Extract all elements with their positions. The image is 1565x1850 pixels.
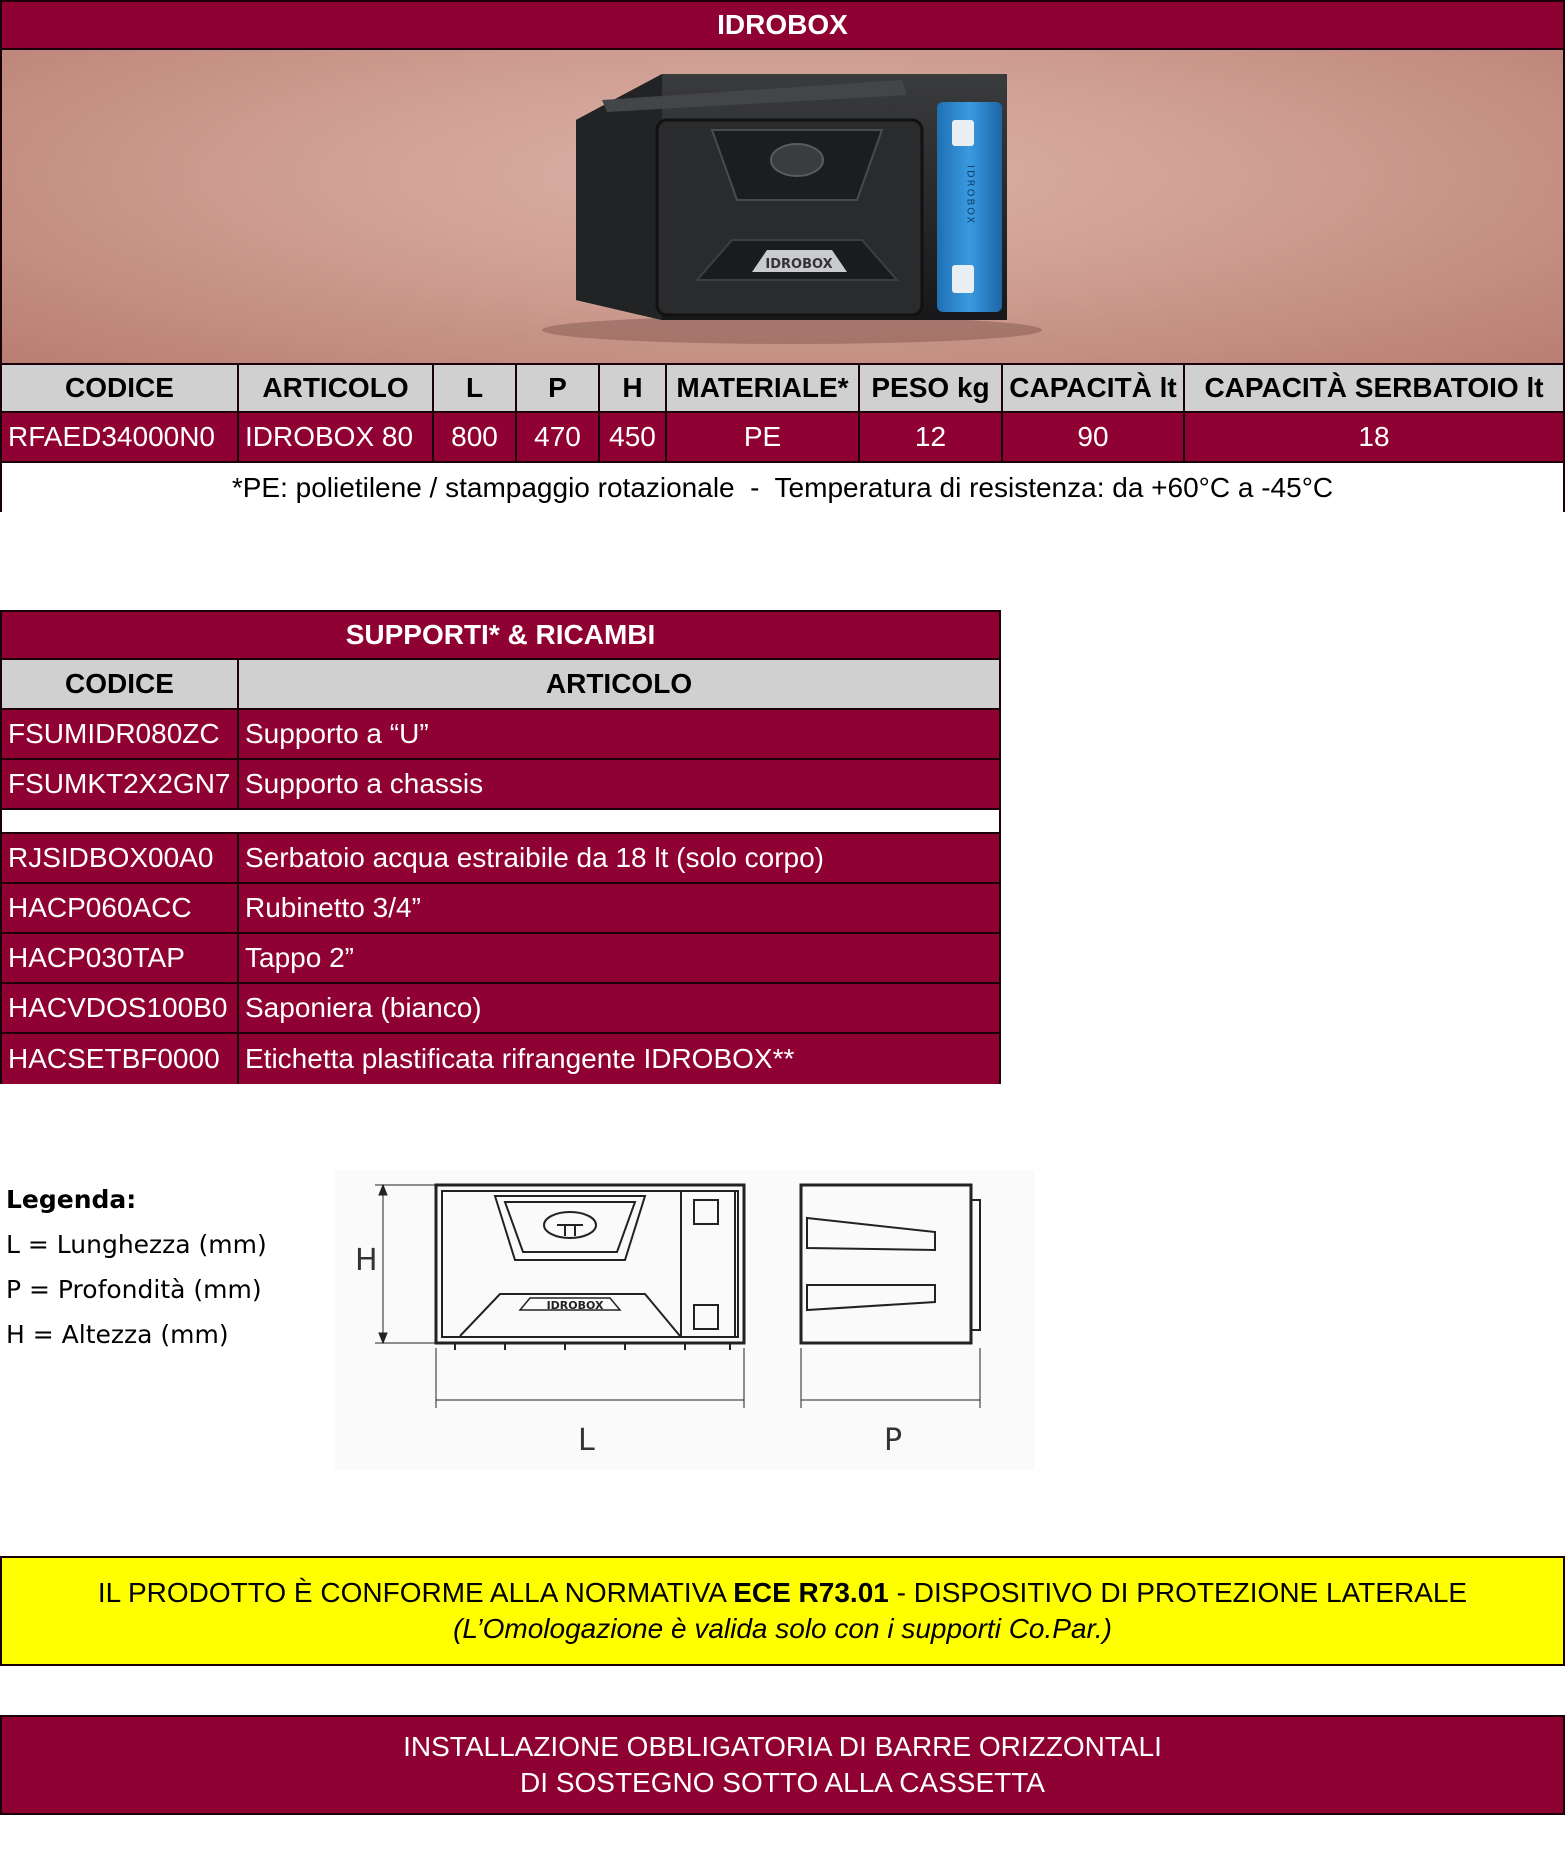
conformity-text-before: IL PRODOTTO È CONFORME ALLA NORMATIVA — [97, 1577, 734, 1608]
install-banner — [0, 1715, 1565, 1815]
product-data-row — [2, 413, 1563, 463]
product-table — [0, 0, 1565, 512]
cell-capacita-serbatoio: 18 — [1358, 421, 1390, 452]
col-articolo: ARTICOLO — [239, 365, 434, 411]
supports-header-row — [2, 660, 999, 710]
supports-codice: HACP060ACC — [2, 884, 239, 932]
supports-codice: FSUMIDR080ZC — [2, 710, 239, 758]
supports-codice: HACVDOS100B0 — [2, 984, 239, 1032]
cell-p: 470 — [517, 413, 600, 461]
cell-codice: RFAED34000N0 — [2, 413, 239, 461]
dimension-p-label: P — [884, 1423, 903, 1458]
supports-articolo: Serbatoio acqua estraibile da 18 lt (solo corpo) — [245, 842, 825, 873]
col-l: L — [434, 365, 517, 411]
col-p: P — [517, 365, 600, 411]
drawing-brand: IDROBOX — [546, 1299, 604, 1312]
supports-articolo: Supporto a “U” — [245, 718, 429, 749]
supports-codice: HACP030TAP — [2, 934, 239, 982]
cell-capacita: 90 — [1003, 413, 1185, 461]
conformity-text-after: - DISPOSITIVO DI PROTEZIONE LATERALE — [888, 1577, 1468, 1608]
side-view — [801, 1185, 980, 1458]
table-row — [2, 984, 999, 1034]
cell-articolo: IDROBOX 80 — [239, 413, 434, 461]
technical-drawing — [335, 1170, 1035, 1470]
conformity-line — [98, 1575, 1467, 1611]
cell-h: 450 — [600, 413, 667, 461]
toolbox-illustration — [2, 50, 1563, 363]
product-title: IDROBOX — [2, 2, 1563, 50]
faucet-icon — [952, 265, 974, 293]
install-line-2: DI SOSTEGNO SOTTO ALLA CASSETTA — [520, 1767, 1045, 1798]
table-row — [2, 760, 999, 810]
supports-articolo: Saponiera (bianco) — [245, 992, 482, 1023]
install-line-1: INSTALLAZIONE OBBLIGATORIA DI BARRE ORIZZONTALI — [403, 1731, 1162, 1762]
soap-dispenser-icon — [952, 120, 974, 146]
product-photo — [2, 50, 1563, 363]
table-row — [2, 834, 999, 884]
col-codice: CODICE — [2, 365, 239, 411]
dimension-h-label: H — [355, 1243, 378, 1278]
front-view — [355, 1185, 744, 1458]
table-row — [2, 934, 999, 984]
supports-articolo: Supporto a chassis — [245, 768, 484, 799]
cell-peso: 12 — [860, 413, 1003, 461]
col-capacita: CAPACITÀ lt — [1003, 365, 1185, 411]
col-h: H — [600, 365, 667, 411]
supports-table — [0, 610, 1001, 1084]
legend-item: L = Lunghezza (mm) — [6, 1230, 267, 1259]
col-materiale: MATERIALE* — [667, 365, 860, 411]
spacer-row — [2, 810, 999, 834]
conformity-norm: ECE R73.01 — [733, 1577, 889, 1608]
table-row — [2, 884, 999, 934]
supports-col-codice: CODICE — [2, 660, 239, 708]
legend — [6, 1185, 326, 1365]
tank-side-label: IDROBOX — [964, 165, 976, 226]
dimension-l-label: L — [578, 1423, 595, 1458]
cell-materiale: PE — [667, 413, 860, 461]
col-peso: PESO kg — [860, 365, 1003, 411]
supports-title: SUPPORTI* & RICAMBI — [2, 612, 999, 660]
cell-l: 800 — [434, 413, 517, 461]
product-header-row — [2, 363, 1563, 413]
supports-articolo: Etichetta plastificata rifrangente IDROBOX** — [245, 1043, 795, 1074]
material-note: *PE: polietilene / stampaggio rotazionale - Temperatura di resistenza: da +60°C a -45°C — [2, 463, 1563, 512]
supports-codice: HACSETBF0000 — [2, 1034, 239, 1084]
legend-item: H = Altezza (mm) — [6, 1320, 229, 1349]
conformity-banner — [0, 1556, 1565, 1666]
supports-col-articolo: ARTICOLO — [545, 668, 693, 699]
table-row — [2, 710, 999, 760]
table-row — [2, 1034, 999, 1084]
conformity-subtext: (L’Omologazione è valida solo con i supporti Co.Par.) — [453, 1613, 1112, 1644]
legend-item: P = Profondità (mm) — [6, 1275, 262, 1304]
col-capacita-serbatoio: CAPACITÀ SERBATOIO lt — [1204, 372, 1544, 403]
supports-articolo: Rubinetto 3/4” — [245, 892, 421, 923]
supports-codice: FSUMKT2X2GN7 — [2, 760, 239, 808]
legend-heading: Legenda: — [6, 1185, 137, 1214]
supports-articolo: Tappo 2” — [245, 942, 354, 973]
supports-codice: RJSIDBOX00A0 — [2, 834, 239, 882]
photo-brand-label: IDROBOX — [765, 257, 833, 272]
